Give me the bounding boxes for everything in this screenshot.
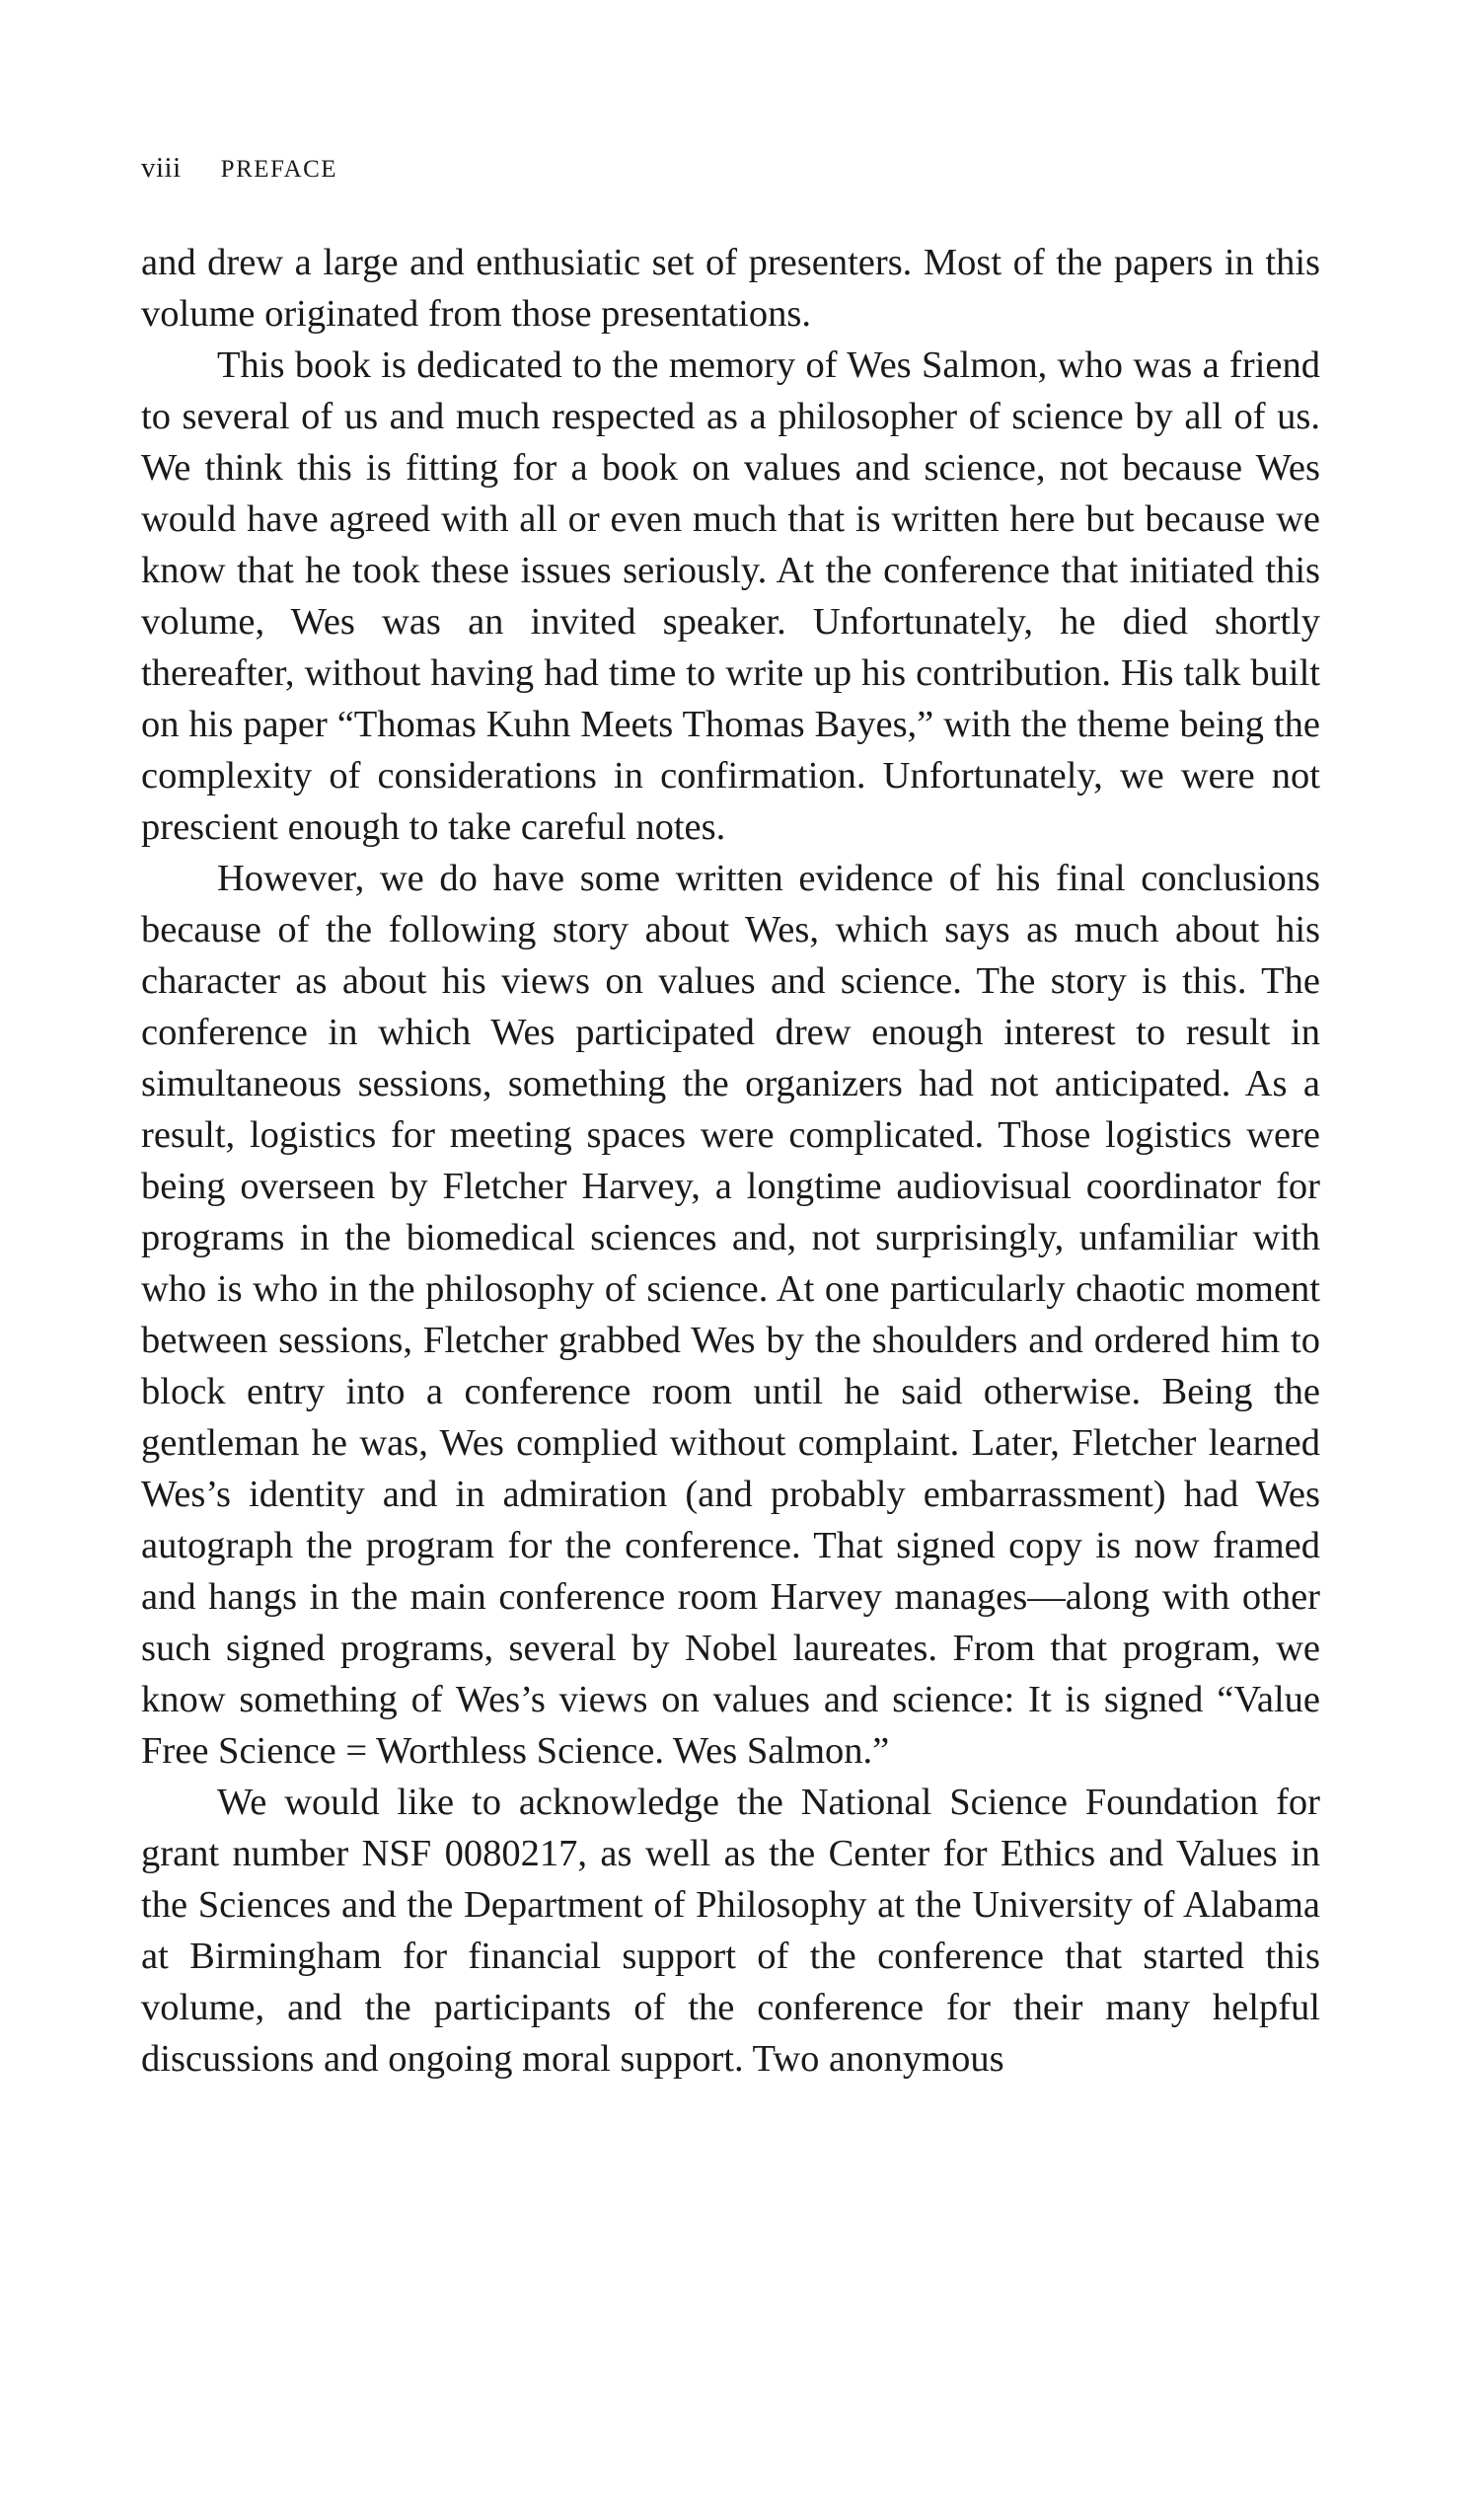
preface-body	[141, 237, 1320, 2085]
running-head	[141, 148, 337, 190]
paragraph-story: However, we do have some written evidence of his final conclusions because of the following story about Wes, which says as much about his character as about his views on values and science. The story is this. The conference in which Wes participated drew enough interest to result in simultaneous sessions, something the organizers had not anticipated. As a result, logistics for meeting spaces were complicated. Those logistics were being overseen by Fletcher Harvey, a longtime audiovisual coordinator for programs in the biomedical sciences and, not surprisingly, unfamiliar with who is who in the philosophy of science. At one particularly chaotic moment between sessions, Fletcher grabbed Wes by the shoulders and ordered him to block entry into a conference room until he said otherwise. Being the gentleman he was, Wes complied without complaint. Later, Fletcher learned Wes’s identity and in admiration (and probably embarrassment) had Wes autograph the program for the conference. That signed copy is now framed and hangs in the main conference room Harvey manages—along with other such signed programs, several by Nobel laureates. From that program, we know something of Wes’s views on values and science: It is signed “Value Free Science = Worthless Science. Wes Salmon.”	[141, 858, 1320, 1772]
section-title: PREFACE	[220, 156, 338, 183]
page-number: viii	[141, 152, 182, 184]
paragraph-continued: and drew a large and enthusiatic set of presenters. Most of the papers in this volume originated from those presentations.	[141, 242, 1320, 335]
paragraph-dedication: This book is dedicated to the memory of Wes Salmon, who was a friend to several of us and much respected as a philosopher of science by all of us. We think this is fitting for a book on values and science, not because Wes would have agreed with all or even much that is written here but because we know that he took these issues seriously. At the conference that initiated this volume, Wes was an invited speaker. Unfortunately, he died shortly thereafter, without having had time to write up his contribution. His talk built on his paper “Thomas Kuhn Meets Thomas Bayes,” with the theme being the complexity of considerations in confirmation. Unfortunately, we were not prescient enough to take careful notes.	[141, 344, 1320, 848]
paragraph-acknowledgments: We would like to acknowledge the National Science Foundation for grant number NSF 0080217, as well as the Center for Ethics and Values in the Sciences and the Department of Philosophy at the University of Alabama at Birmingham for financial support of the conference that started this volume, and the participants of the conference for their many helpful discussions and ongoing moral support. Two anonymous	[141, 1782, 1320, 2080]
